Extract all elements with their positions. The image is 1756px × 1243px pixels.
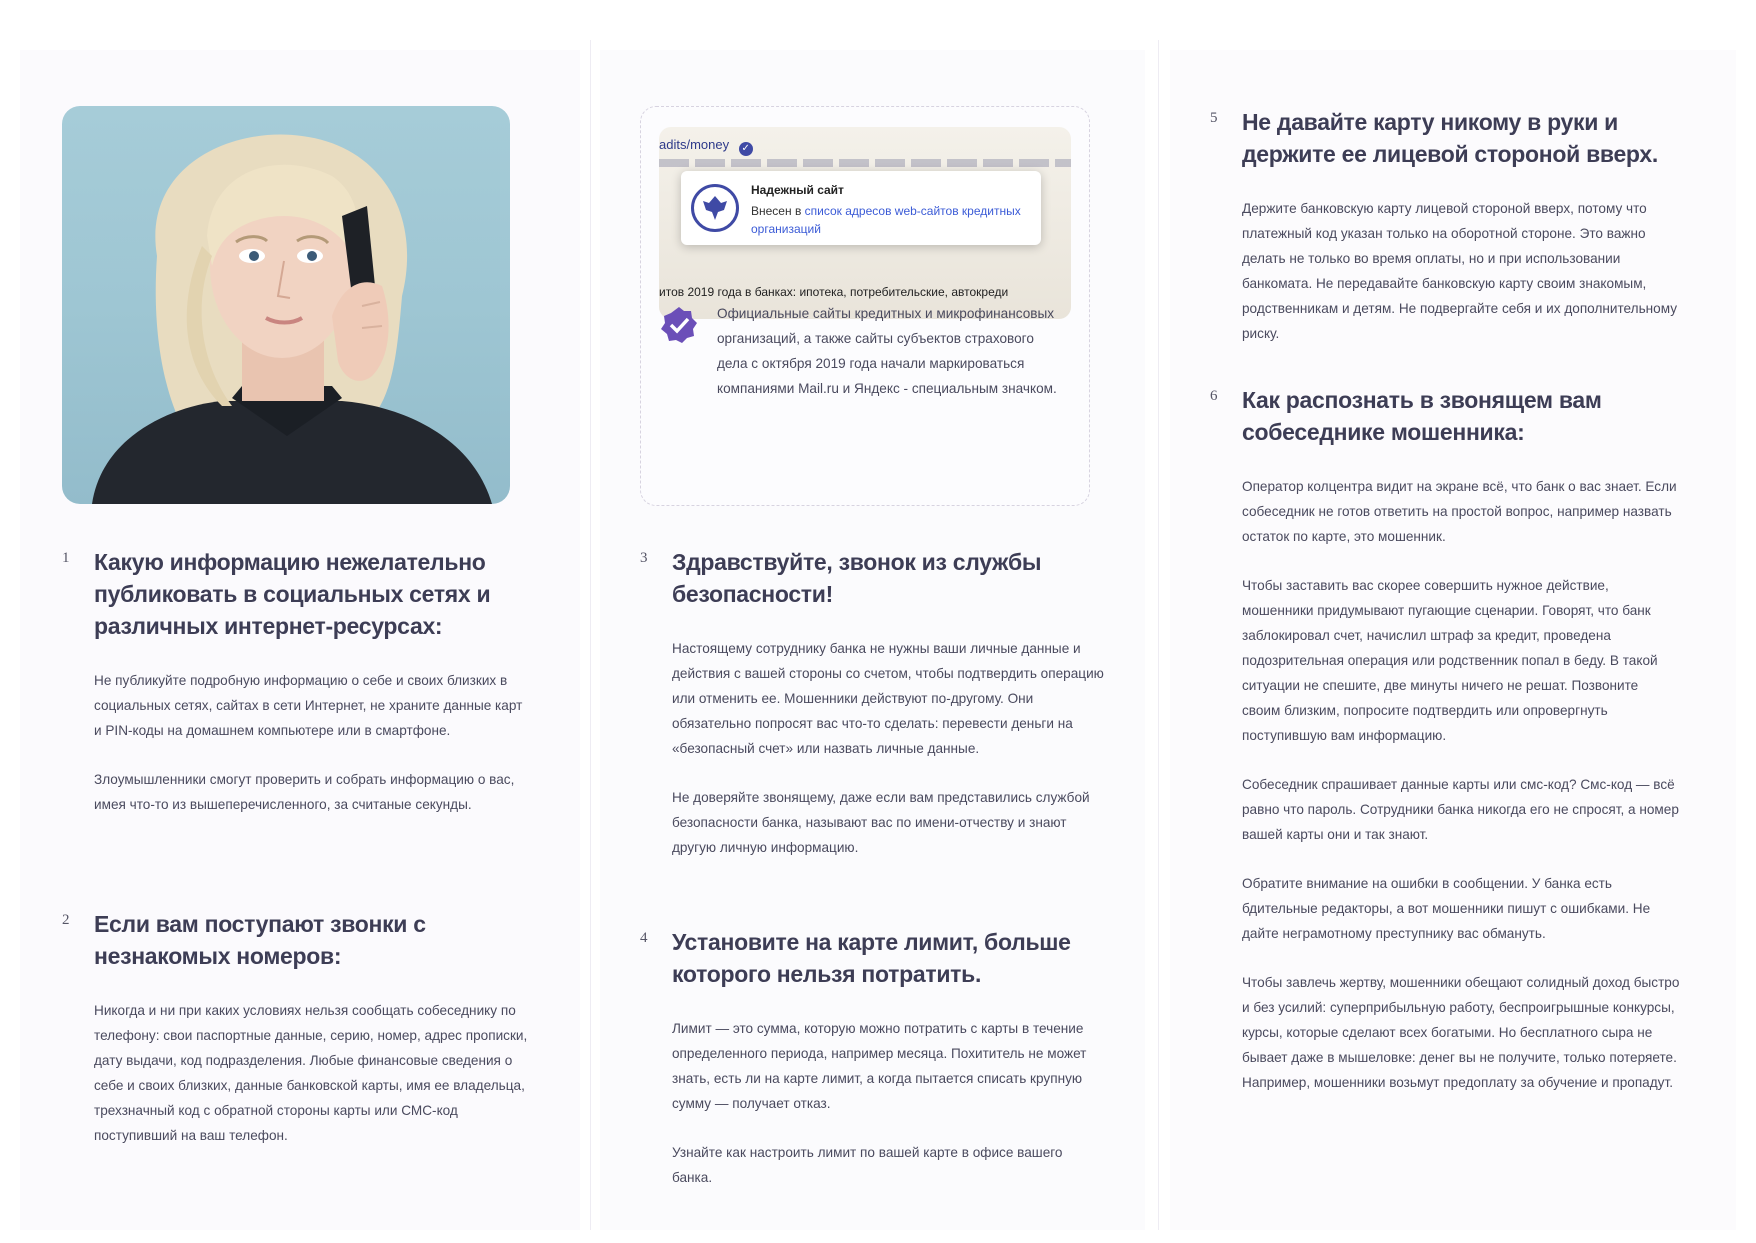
screenshot-bottom-text: итов 2019 года в банках: ипотека, потребительские, автокреди	[659, 285, 1009, 299]
fold-line	[1158, 40, 1159, 1230]
section-heading: Какую информацию нежелательно публиковать в социальных сетях и различных интернет-ресурсах:	[94, 549, 491, 639]
section-number: 3	[640, 550, 648, 566]
browser-screenshot	[659, 127, 1071, 319]
section-paragraph: Оператор колцентра видит на экране всё, что банк о вас знает. Если собеседник не готов ответить на простой вопрос, например назвать остаток по карте, это мошенник.	[1242, 479, 1677, 544]
section-4	[640, 926, 1105, 1214]
url-label: adits/money	[659, 137, 730, 152]
section-3	[640, 546, 1105, 884]
blurred-text-line	[659, 159, 1071, 167]
section-5	[1210, 106, 1680, 370]
section-paragraph: Обратите внимание на ошибки в сообщении. У банка есть бдительные редакторы, а вот мошенники пишут с ошибками. Не дайте неграмотному преступнику вас обмануть.	[1242, 876, 1651, 941]
section-heading: Если вам поступают звонки с незнакомых номеров:	[94, 911, 426, 969]
section-paragraph: Злоумышленники смогут проверить и собрать информацию о вас, имея что-то из вышеперечисленного, за считаные секунды.	[94, 772, 515, 812]
section-1	[62, 546, 532, 841]
section-number: 1	[62, 550, 70, 566]
section-paragraph: Никогда и ни при каких условиях нельзя сообщать собеседнику по телефону: свои паспортные данные, серию, номер, адрес прописки, дату выдачи, код подразделения. Любые финансовые сведения о себе и своих близких, данные банковской карты, имя ее владельца, трехзначный код с обратной стороны карты или СМС-код поступивший на ваш телефон.	[94, 1003, 528, 1143]
section-heading: Здравствуйте, звонок из службы безопасности!	[672, 549, 1042, 607]
section-heading: Не давайте карту никому в руки и держите ее лицевой стороной вверх.	[1242, 109, 1658, 167]
woman-illustration	[62, 106, 510, 504]
section-paragraph: Чтобы завлечь жертву, мошенники обещают солидный доход быстро и без усилий: суперприбыльную работу, беспроигрышные конкурсы, курсы, которые сделают всех богатыми. Но бесплатного сыра не бывает даже в мышеловке: денег вы не получите, только потеряете. Например, мошенники возьмут предоплату за обучение и пропадут.	[1242, 975, 1680, 1090]
section-paragraph: Узнайте как настроить лимит по вашей карте в офисе вашего банка.	[672, 1145, 1063, 1185]
tooltip-text-prefix: Внесен в	[751, 204, 805, 218]
section-heading: Установите на карте лимит, больше которого нельзя потратить.	[672, 929, 1071, 987]
verified-check-icon: ✓	[739, 142, 753, 156]
section-heading: Как распознать в звонящем вам собеседнике мошенника:	[1242, 387, 1602, 445]
section-paragraph: Держите банковскую карту лицевой стороной вверх, потому что платежный код указан только на оборотной стороне. Это важно делать не только во время оплаты, но и при использовании банкомата. Не передавайте банковскую карту своим знакомым, родственникам и детям. Не подвергайте себя и их дополнительному риску.	[1242, 201, 1678, 341]
section-paragraph: Не доверяйте звонящему, даже если вам представились службой безопасности банка, называют вас по имени-отчеству и знают другую личную информацию.	[672, 790, 1090, 855]
section-paragraph: Настоящему сотруднику банка не нужны ваши личные данные и действия с вашей стороны со счетом, чтобы подтвердить операцию или отменить ее. Мошенники действуют по-другому. Они обязательно попросят вас что-то сделать: перевести деньги на «безопасный счет» или назвать личные данные.	[672, 641, 1104, 756]
section-paragraph: Собеседник спрашивает данные карты или смс-код? Смс-код — всё равно что пароль. Сотрудники банка никогда его не спросят, а номер вашей карты они и так знают.	[1242, 777, 1679, 842]
fold-line	[590, 40, 591, 1230]
verified-badge-icon	[659, 305, 699, 345]
tooltip-link[interactable]: список адресов web-сайтов кредитных организаций	[751, 204, 1021, 236]
bank-of-russia-emblem-icon	[691, 184, 739, 232]
trusted-site-card	[640, 106, 1090, 506]
section-6	[1210, 384, 1680, 1119]
section-number: 6	[1210, 388, 1218, 404]
tooltip-title: Надежный сайт	[751, 183, 844, 197]
tooltip-text	[751, 202, 1031, 238]
section-number: 4	[640, 930, 648, 946]
section-paragraph: Не публикуйте подробную информацию о себе и своих близких в социальных сетях, сайтах в сети Интернет, не храните данные карт и PIN-коды на домашнем компьютере или в смартфоне.	[94, 673, 523, 738]
section-number: 2	[62, 912, 70, 928]
section-2	[62, 908, 532, 1172]
trusted-site-tooltip	[681, 171, 1041, 245]
section-paragraph: Лимит — это сумма, которую можно потратить с карты в течение определенного периода, например месяца. Похититель не может знать, есть ли на карте лимит, а когда пытается списать крупную сумму — получает отказ.	[672, 1021, 1087, 1111]
section-number: 5	[1210, 110, 1218, 126]
card-caption: Официальные сайты кредитных и микрофинансовых организаций, а также сайты субъектов страхового дела с октября 2019 года начали маркироваться компаниями Mail.ru и Яндекс - специальным значком.	[717, 306, 1057, 396]
woman-on-phone-photo	[62, 106, 510, 504]
url-text	[659, 137, 753, 156]
section-paragraph: Чтобы заставить вас скорее совершить нужное действие, мошенники придумывают пугающие сценарии. Говорят, что банк заблокировал счет, начислил штраф за кредит, проведена подозрительная операция или родственник попал в беду. В такой ситуации не спешите, две минуты ничего не решат. Позвоните своим близким, попросите подтвердить или опровергнуть поступившую вам информацию.	[1242, 578, 1658, 743]
